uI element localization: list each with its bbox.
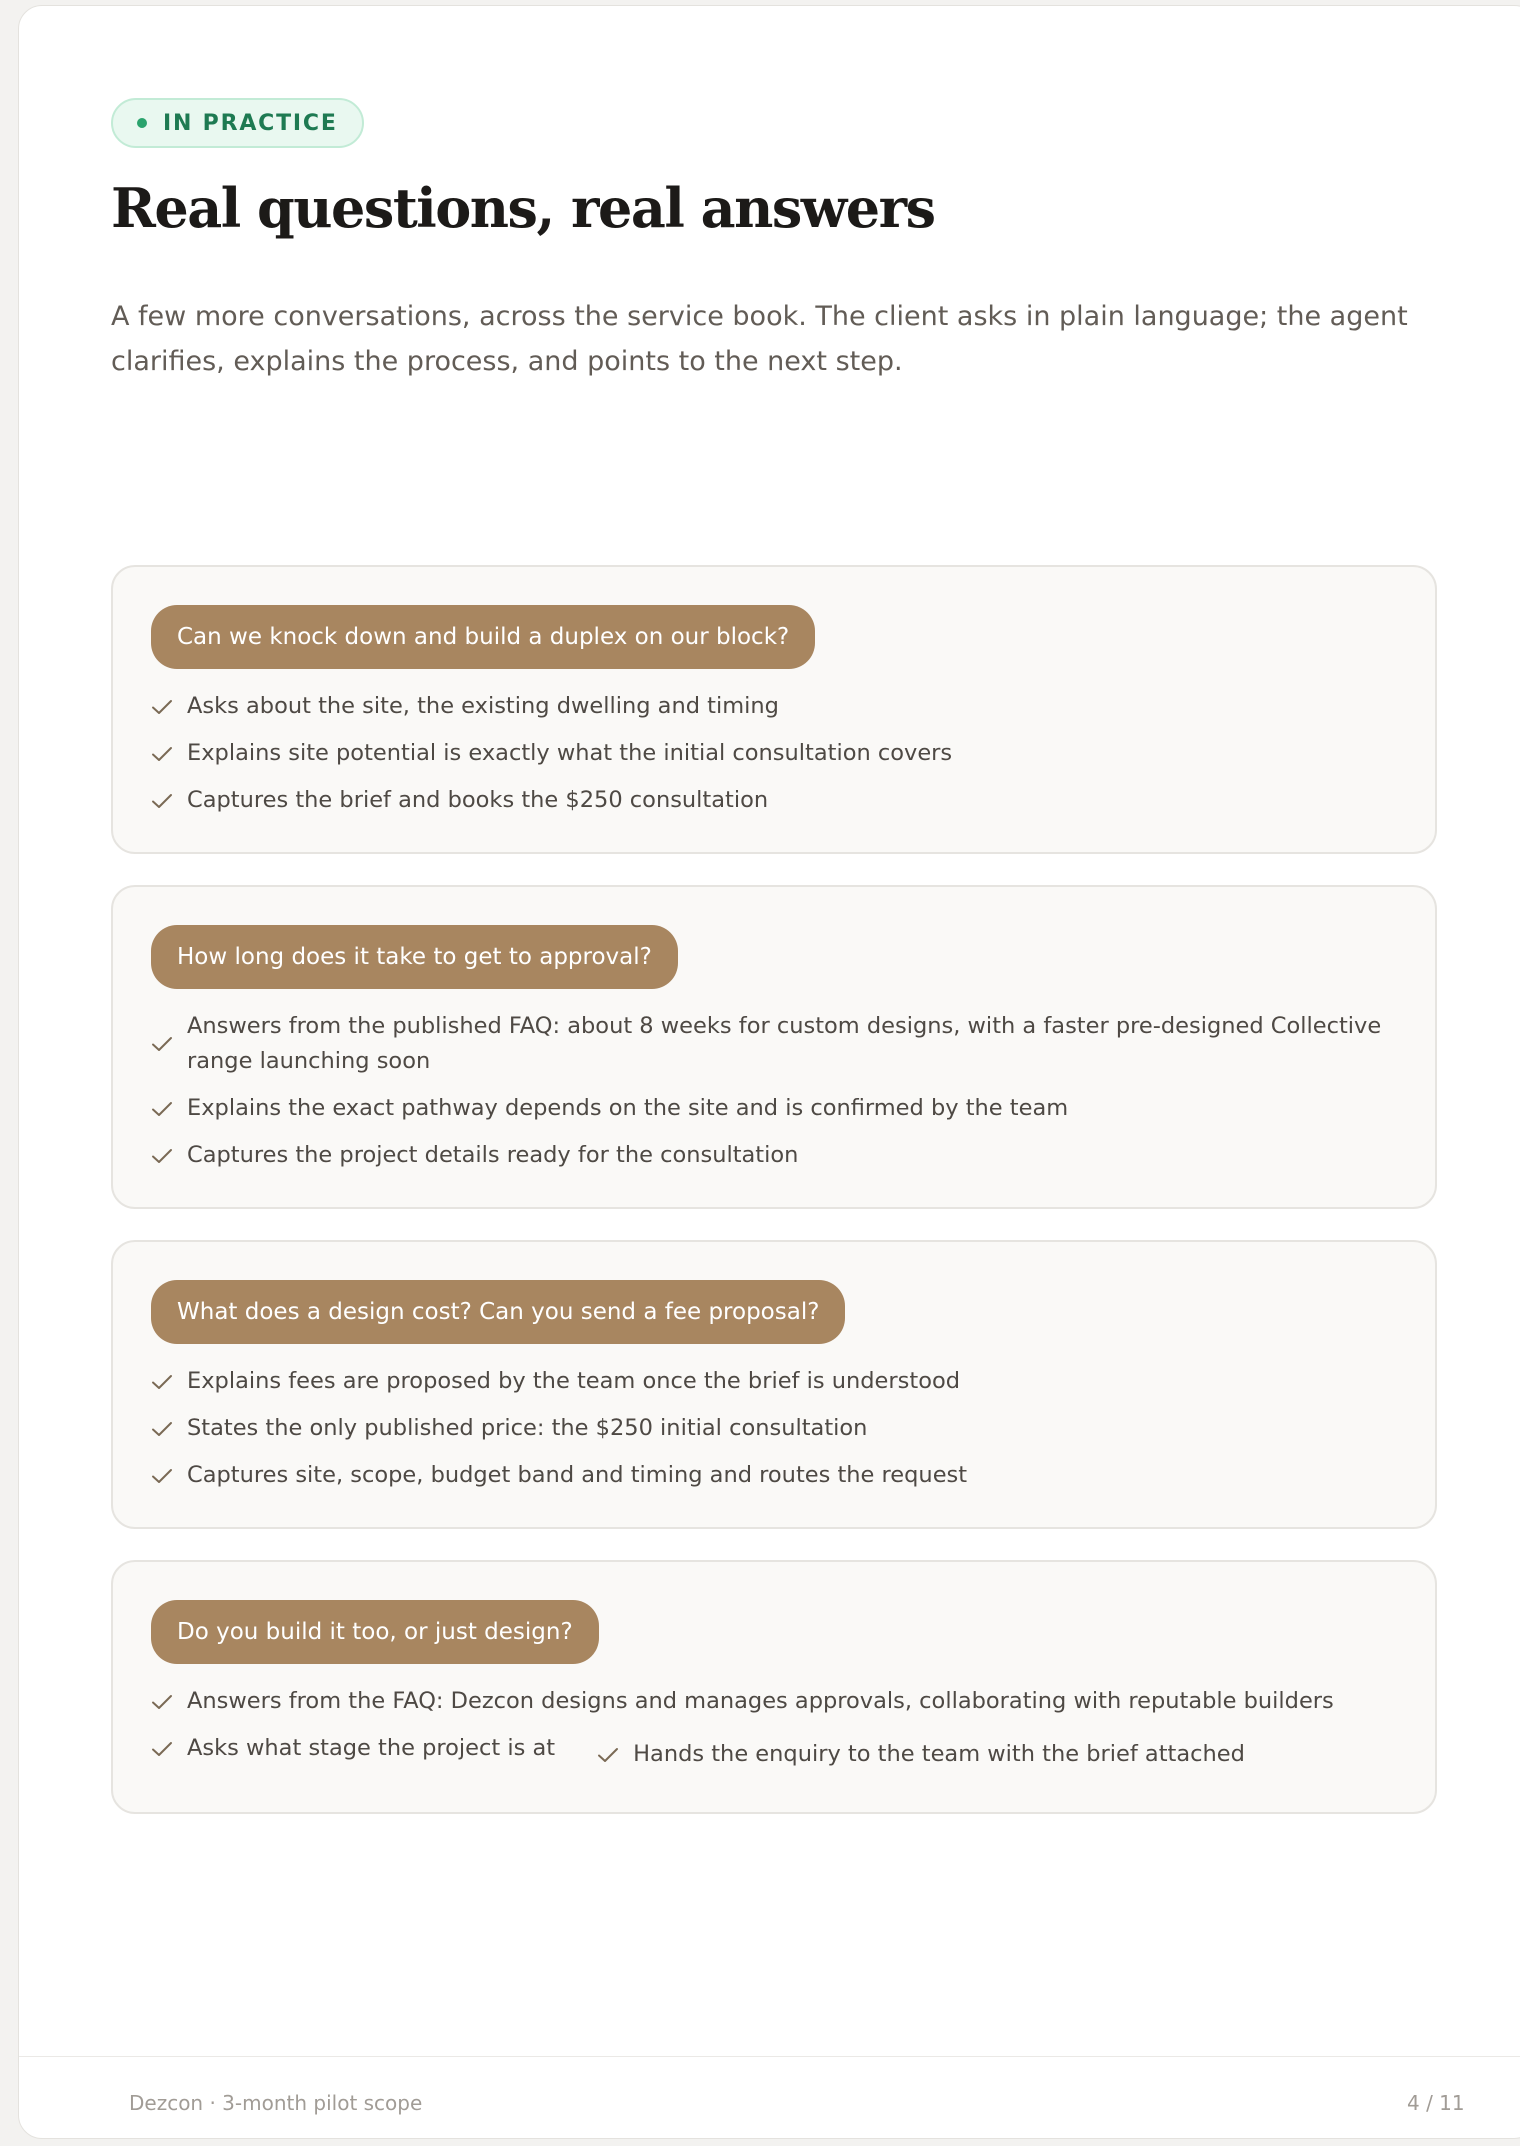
question-bubble: Can we knock down and build a duplex on our block? [151,605,815,669]
check-icon [151,1741,173,1757]
answer-list-inline [151,1731,1395,1778]
slide-page [18,5,1520,2139]
check-icon [151,1036,173,1052]
answer-text: States the only published price: the $250 initial consultation [187,1415,868,1441]
answer-text: Hands the enquiry to the team with the brief attached [633,1741,1245,1767]
answer-item [151,1091,1395,1126]
answer-item [151,1411,1395,1446]
answer-item [151,1138,1395,1173]
answer-item [597,1731,1245,1778]
answer-list [151,1364,1395,1493]
page-title: Real questions, real answers [111,176,935,240]
answer-list [151,689,1395,818]
check-icon [151,699,173,715]
answer-item [151,1731,555,1766]
check-icon [597,1747,619,1763]
answer-item [151,1684,1395,1719]
footer-page-number: 4 / 11 [1407,2091,1465,2115]
check-icon [151,1101,173,1117]
check-icon [151,746,173,762]
question-bubble: What does a design cost? Can you send a fee proposal? [151,1280,845,1344]
conversation-cards [111,565,1437,1845]
conversation-card [111,1560,1437,1814]
check-icon [151,1421,173,1437]
question-bubble: Do you build it too, or just design? [151,1600,599,1664]
answer-text: Captures the brief and books the $250 consultation [187,787,769,813]
conversation-card [111,885,1437,1209]
answer-text: Asks about the site, the existing dwelling and timing [187,693,779,719]
badge-dot-icon [137,118,147,128]
badge-label: IN PRACTICE [163,110,338,136]
answer-item [151,1009,1395,1079]
check-icon [151,1694,173,1710]
answer-text: Explains fees are proposed by the team once the brief is understood [187,1368,961,1394]
footer-doc-label: Dezcon · 3-month pilot scope [129,2091,423,2115]
answer-list [151,1684,1395,1719]
question-bubble: How long does it take to get to approval? [151,925,678,989]
answer-item [151,689,1395,724]
answer-item [151,736,1395,771]
answer-text: Answers from the published FAQ: about 8 weeks for custom designs, with a faster pre-designed Collective range launching soon [187,1013,1382,1074]
answer-item [151,1458,1395,1493]
check-icon [151,1148,173,1164]
section-badge [111,98,364,148]
answer-text: Asks what stage the project is at [187,1735,556,1761]
answer-text: Captures the project details ready for the consultation [187,1142,799,1168]
check-icon [151,1374,173,1390]
answer-text: Explains the exact pathway depends on the site and is confirmed by the team [187,1095,1069,1121]
answer-item [151,783,1395,818]
answer-text: Explains site potential is exactly what the initial consultation covers [187,740,953,766]
answer-text: Captures site, scope, budget band and timing and routes the request [187,1462,968,1488]
conversation-card [111,1240,1437,1529]
conversation-card [111,565,1437,854]
check-icon [151,1468,173,1484]
answer-list [151,1009,1395,1173]
footer-divider [19,2056,1520,2057]
page-subtitle: A few more conversations, across the service book. The client asks in plain language; the agent clarifies, explains the process, and points to the next step. [111,301,1408,377]
answer-item [151,1364,1395,1399]
answer-text: Answers from the FAQ: Dezcon designs and manages approvals, collaborating with reputable builders [187,1688,1334,1714]
check-icon [151,793,173,809]
